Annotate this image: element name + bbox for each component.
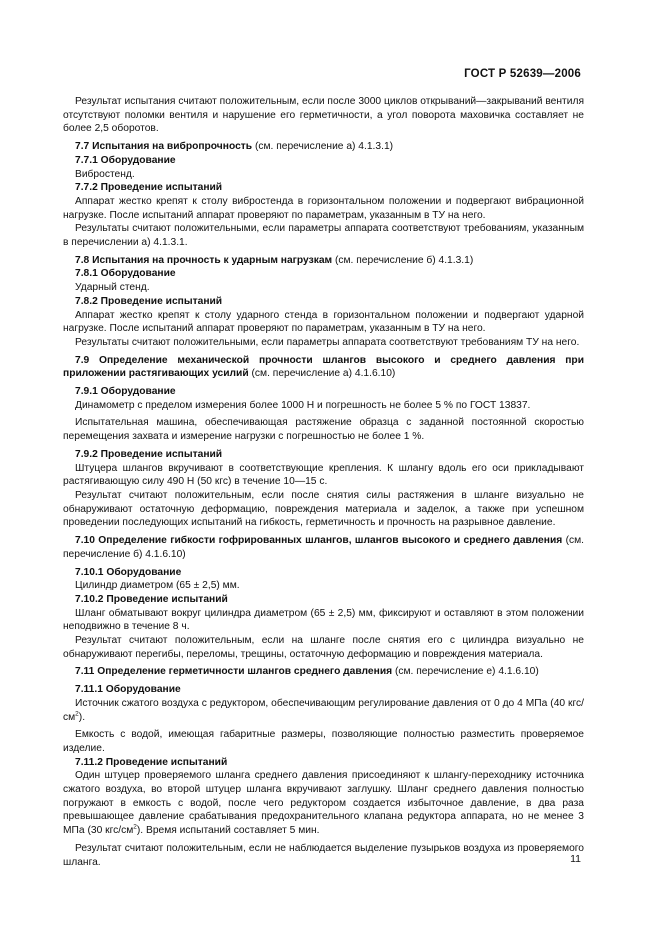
paragraph [63,769,584,838]
paragraph: Результат считают положительным, если на шланге после снятия его с цилиндра визуально не обнаруживают перегибы, переломы, трещины, остаточную деформацию и повреждения материала. [63,635,584,660]
paragraph: Аппарат жестко крепят к столу вибростенда в горизонтальном положении и подвергают вибрационной нагрузке. После испытаний аппарат проверяют по параметрам, указанным в ТУ на него. [63,195,584,221]
paragraph: Шланг обматывают вокруг цилиндра диаметром (65 ± 2,5) мм, фиксируют и оставляют в этом положении неподвижно в течение 8 ч. [63,607,584,633]
heading-text: 7.10.2 Проведение испытаний [75,593,228,605]
section-heading-7-8 [63,254,584,268]
subsection-heading-7-8-1 [63,267,584,281]
heading-text: 7.7 Испытания на вибропрочность [75,141,253,153]
heading-reference: (см. перечисление а) 4.1.3.1) [252,141,394,153]
heading-text: 7.7.2 Проведение испытаний [75,182,223,194]
section-heading-7-7 [63,140,584,154]
text-run: Один штуцер проверяемого шланга среднего давления присоединяют к шлангу-переходнику источника сжатого воздуха, во второй штуцер шланга вкручивают заглушку. Шланг среднего давления полностью погружают в емкость с водой, после чего редуктором создается избыточное давление, в два раза превышающее давление срабатывания предохранительного клапана редуктора аппарата, но не менее 3 МПа (30 кгс/см [63,770,584,837]
heading-reference: (см. перечисление е) 4.1.6.10) [392,666,539,678]
section-heading-7-10 [63,534,584,561]
heading-text: 7.8.2 Проведение испытаний [75,295,223,307]
heading-text: 7.9.2 Проведение испытаний [75,448,223,460]
subsection-heading-7-11-2 [63,756,584,770]
paragraph: Результат испытания считают положительным, если после 3000 циклов открываний—закрываний вентиля отсутствуют поломки вентиля и нарушение его герметичности, а угол поворота маховичка составляет не более 2,5 оборотов. [63,96,584,135]
superscript: 2 [133,823,137,831]
superscript: 2 [75,710,79,718]
paragraph: Испытательная машина, обеспечивающая растяжение образца с заданной постоянной скоростью перемещения захвата и измерение нагрузки с погрешностью не более 1 %. [63,417,584,443]
subsection-heading-7-9-2 [63,448,584,462]
document-body [63,95,584,869]
heading-text: 7.9 Определение механической прочности шлангов высокого и среднего давления при приложении растягивающих усилий [63,354,584,380]
paragraph: Вибростенд. [75,168,135,180]
paragraph: Результат считают положительным, если не наблюдается выделение пузырьков воздуха из проверяемого шланга. [63,842,584,868]
page-number: 11 [570,853,581,865]
paragraph [63,697,584,724]
paragraph: Результаты считают положительными, если параметры аппарата соответствуют требованиям ТУ на него. [75,336,580,348]
paragraph: Результат считают положительным, если после снятия силы растяжения в шланге визуально не обнаруживают остаточную деформацию, повреждения материала и заделок, а также при успешном проведении последующих испытаний на гибкость, герметичность и прочность на разрывное давление. [63,489,584,529]
subsection-heading-7-10-1 [63,566,584,580]
heading-reference: (см. перечисление б) 4.1.3.1) [332,254,474,266]
heading-reference: (см. перечисление а) 4.1.6.10) [248,368,396,380]
heading-text: 7.8.1 Оборудование [75,268,176,280]
text-run: Источник сжатого воздуха с редуктором, обеспечивающим регулирование давления от 0 до 4 МПа (40 кгс/см [63,697,584,723]
heading-text: 7.9.1 Оборудование [75,386,176,398]
heading-text: 7.8 Испытания на прочность к ударным нагрузкам [75,254,333,266]
heading-text: 7.10.1 Оборудование [75,566,182,578]
subsection-heading-7-9-1 [63,385,584,399]
paragraph: Динамометр с пределом измерения более 1000 Н и погрешность не более 5 % по ГОСТ 13837. [75,399,531,411]
heading-text: 7.11 Определение герметичности шлангов среднего давления [75,666,393,678]
heading-text: 7.7.1 Оборудование [75,154,176,166]
paragraph: Аппарат жестко крепят к столу ударного стенда в горизонтальном положении и подвергают ударной нагрузке. После испытаний аппарат проверяют по параметрам, указанным в ТУ на него. [63,309,584,335]
document-header-standard-id: ГОСТ Р 52639—2006 [464,68,581,80]
subsection-heading-7-7-1 [63,154,584,168]
paragraph: Емкость с водой, имеющая габаритные размеры, позволяющие полностью разместить проверяемое изделие. [63,729,584,754]
text-run: ). [78,711,86,723]
heading-text: 7.10 Определение гибкости гофрированных шлангов, шлангов высокого и среднего давления [75,535,563,547]
text-run: ). Время испытаний составляет 5 мин. [136,825,320,837]
subsection-heading-7-7-2 [63,181,584,195]
paragraph: Результаты считают положительными, если параметры аппарата соответствуют требованиям, указанным в перечислении а) 4.1.3.1. [63,223,584,249]
heading-text: 7.11.2 Проведение испытаний [75,756,228,768]
heading-text: 7.11.1 Оборудование [75,684,181,696]
section-heading-7-11 [63,665,584,679]
subsection-heading-7-11-1 [63,683,584,697]
paragraph: Штуцера шлангов вкручивают в соответствующие крепления. К шлангу вдоль его оси прикладывают растягивающую силу 490 Н (50 кгс) в течение 10—15 с. [63,462,584,488]
subsection-heading-7-10-2 [63,593,584,607]
heading-reference: (см. перечисление б) 4.1.6.10) [63,535,585,560]
subsection-heading-7-8-2 [63,295,584,309]
paragraph: Ударный стенд. [75,282,150,294]
section-heading-7-9 [63,354,584,381]
paragraph: Цилиндр диаметром (65 ± 2,5) мм. [75,580,240,592]
